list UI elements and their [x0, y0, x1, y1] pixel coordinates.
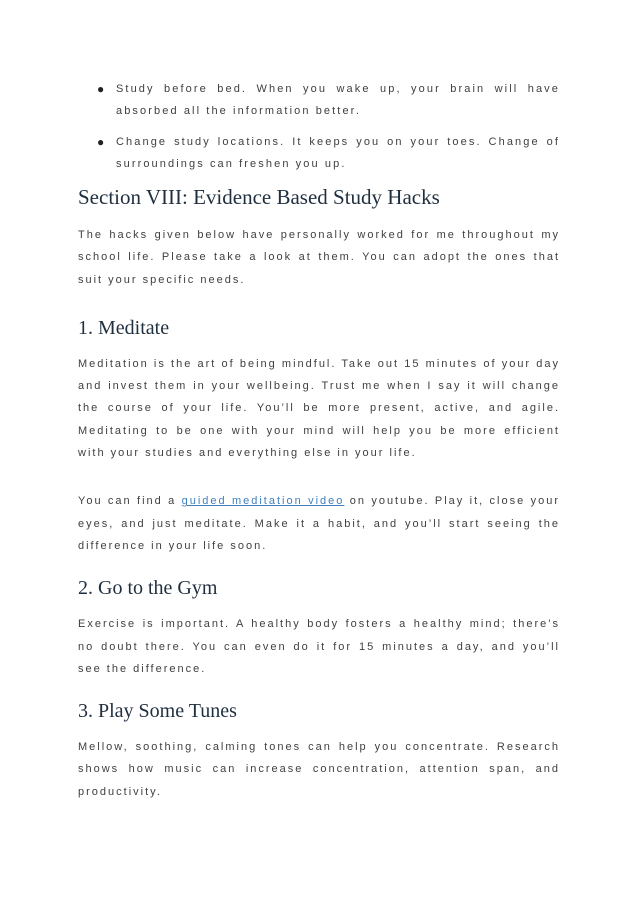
guided-meditation-link[interactable]: guided meditation video: [181, 495, 345, 508]
document-page: [78, 78, 560, 829]
gym-heading: 2. Go to the Gym: [78, 577, 218, 600]
bullet-text: Study before bed. When you wake up, your brain will have absorbed all the information better.: [116, 83, 560, 117]
section-intro: The hacks given below have personally worked for me throughout my school life. Please take a look at them. You can adopt the ones that suit your specific needs.: [78, 229, 560, 286]
meditate-text-after-link: on youtube. Play it, close your eyes, and just meditate. Make it a habit, and you’ll start seeing the difference in your life soon.: [78, 495, 560, 552]
meditate-heading: 1. Meditate: [78, 316, 170, 339]
tunes-heading: 3. Play Some Tunes: [78, 700, 237, 723]
meditate-text-before-link: You can find a: [78, 495, 182, 508]
bullet-text: Change study locations. It keeps you on your toes. Change of surroundings can freshen you up.: [116, 136, 560, 170]
section-heading: Section VIII: Evidence Based Study Hacks: [78, 185, 440, 209]
meditate-paragraph-2: [78, 490, 560, 557]
bullet-list: [78, 78, 560, 175]
tunes-paragraph: Mellow, soothing, calming tones can help you concentrate. Research shows how music can increase concentration, attention span, and productivity.: [78, 741, 560, 798]
list-item: [78, 131, 560, 175]
bullet-icon: ●: [97, 82, 107, 96]
meditate-paragraph: Meditation is the art of being mindful. Take out 15 minutes of your day and invest them in your wellbeing. Trust me when I say it will change the course of your life. You’ll be more present, active, and agile. Meditating to be one with your mind will help you be more efficient with your studies and everything else in your life.: [78, 357, 560, 460]
bullet-icon: ●: [97, 135, 107, 149]
list-item: [78, 78, 560, 122]
gym-paragraph: Exercise is important. A healthy body fosters a healthy mind; there’s no doubt there. You can even do it for 15 minutes a day, and you’ll see the difference.: [78, 618, 560, 675]
